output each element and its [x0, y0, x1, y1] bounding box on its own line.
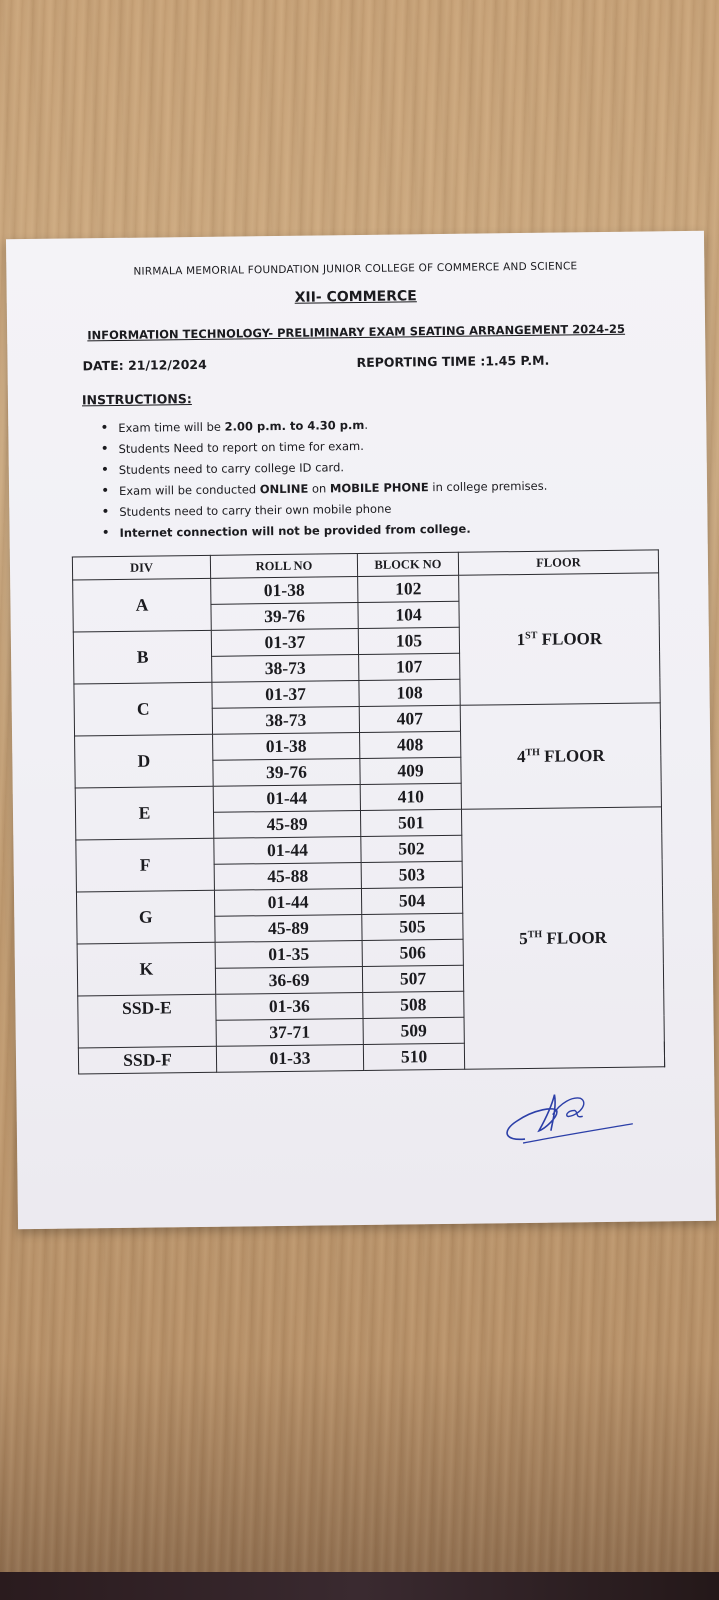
roll-cell: 01-35 [215, 941, 362, 969]
div-cell: SSD-E [78, 994, 217, 1048]
floor-cell: 4TH FLOOR [460, 703, 661, 809]
block-cell: 501 [360, 809, 461, 836]
div-cell: D [75, 734, 214, 788]
block-cell: 105 [358, 627, 459, 654]
instruction-item: • Students need to carry college ID card. [101, 455, 548, 481]
roll-cell: 01-38 [211, 577, 358, 605]
roll-cell: 38-73 [212, 655, 359, 683]
roll-cell: 45-89 [215, 915, 362, 943]
seating-table [72, 549, 665, 1074]
roll-cell: 01-44 [214, 889, 361, 917]
block-cell: 102 [358, 575, 459, 602]
instruction-item: • Students need to carry their own mobile phone [101, 497, 548, 523]
block-cell: 408 [360, 731, 461, 758]
floor-cell: 1ST FLOOR [459, 573, 661, 705]
roll-cell: 01-36 [216, 992, 363, 1020]
header-div: DIV [72, 555, 210, 580]
block-cell: 505 [362, 913, 463, 940]
block-cell: 502 [361, 835, 462, 862]
div-cell: K [77, 942, 216, 996]
instruction-item: • Exam time will be 2.00 p.m. to 4.30 p.m. [100, 413, 547, 439]
roll-cell: 01-37 [212, 681, 359, 709]
floor-cell: 5TH FLOOR [461, 807, 664, 1069]
div-cell: G [76, 890, 215, 944]
block-cell: 510 [363, 1043, 464, 1070]
roll-cell: 45-89 [213, 811, 360, 839]
instructions-heading: INSTRUCTIONS: [81, 391, 192, 408]
header-floor: FLOOR [458, 550, 658, 575]
bottom-edge [0, 1572, 719, 1600]
div-cell: B [73, 630, 212, 684]
block-cell: 507 [362, 965, 463, 992]
roll-cell: 37-71 [216, 1018, 363, 1046]
block-cell: 410 [360, 783, 461, 810]
reporting-time: REPORTING TIME :1.45 P.M. [356, 352, 550, 371]
header-roll: ROLL NO [210, 554, 357, 579]
roll-cell: 01-38 [213, 733, 360, 761]
block-cell: 104 [358, 601, 459, 628]
roll-cell: 38-73 [212, 707, 359, 735]
exam-date: DATE: 21/12/2024 [82, 356, 207, 374]
block-cell: 508 [363, 991, 464, 1018]
block-cell: 504 [361, 887, 462, 914]
signature [494, 1080, 635, 1152]
header-block: BLOCK NO [357, 552, 458, 576]
roll-cell: 01-44 [214, 837, 361, 865]
notice-paper [6, 231, 716, 1229]
instructions-list [100, 413, 548, 544]
roll-cell: 36-69 [215, 967, 362, 995]
roll-cell: 39-76 [213, 759, 360, 787]
roll-cell: 45-88 [214, 863, 361, 891]
stream-title: XII- COMMERCE [294, 288, 417, 306]
instruction-item: • Internet connection will not be provided from college. [101, 518, 548, 544]
roll-cell: 01-37 [211, 629, 358, 657]
div-cell: SSD-F [78, 1046, 216, 1074]
block-cell: 108 [359, 679, 460, 706]
div-cell: E [75, 786, 214, 840]
block-cell: 409 [360, 757, 461, 784]
roll-cell: 39-76 [211, 603, 358, 631]
instruction-item: • Exam will be conducted ONLINE on MOBILE PHONE in college premises. [101, 476, 548, 502]
roll-cell: 01-44 [213, 785, 360, 813]
instruction-item: • Students Need to report on time for exam. [100, 434, 547, 460]
block-cell: 107 [359, 653, 460, 680]
div-cell: C [74, 682, 213, 736]
div-cell: F [76, 838, 215, 892]
college-name: NIRMALA MEMORIAL FOUNDATION JUNIOR COLLEGE OF COMMERCE AND SCIENCE [133, 260, 578, 278]
exam-title: INFORMATION TECHNOLOGY- PRELIMINARY EXAM SEATING ARRANGEMENT 2024-25 [87, 321, 626, 343]
block-cell: 509 [363, 1017, 464, 1044]
div-cell: A [73, 578, 212, 632]
block-cell: 407 [359, 705, 460, 732]
block-cell: 506 [362, 939, 463, 966]
roll-cell: 01-33 [216, 1044, 363, 1072]
block-cell: 503 [361, 861, 462, 888]
